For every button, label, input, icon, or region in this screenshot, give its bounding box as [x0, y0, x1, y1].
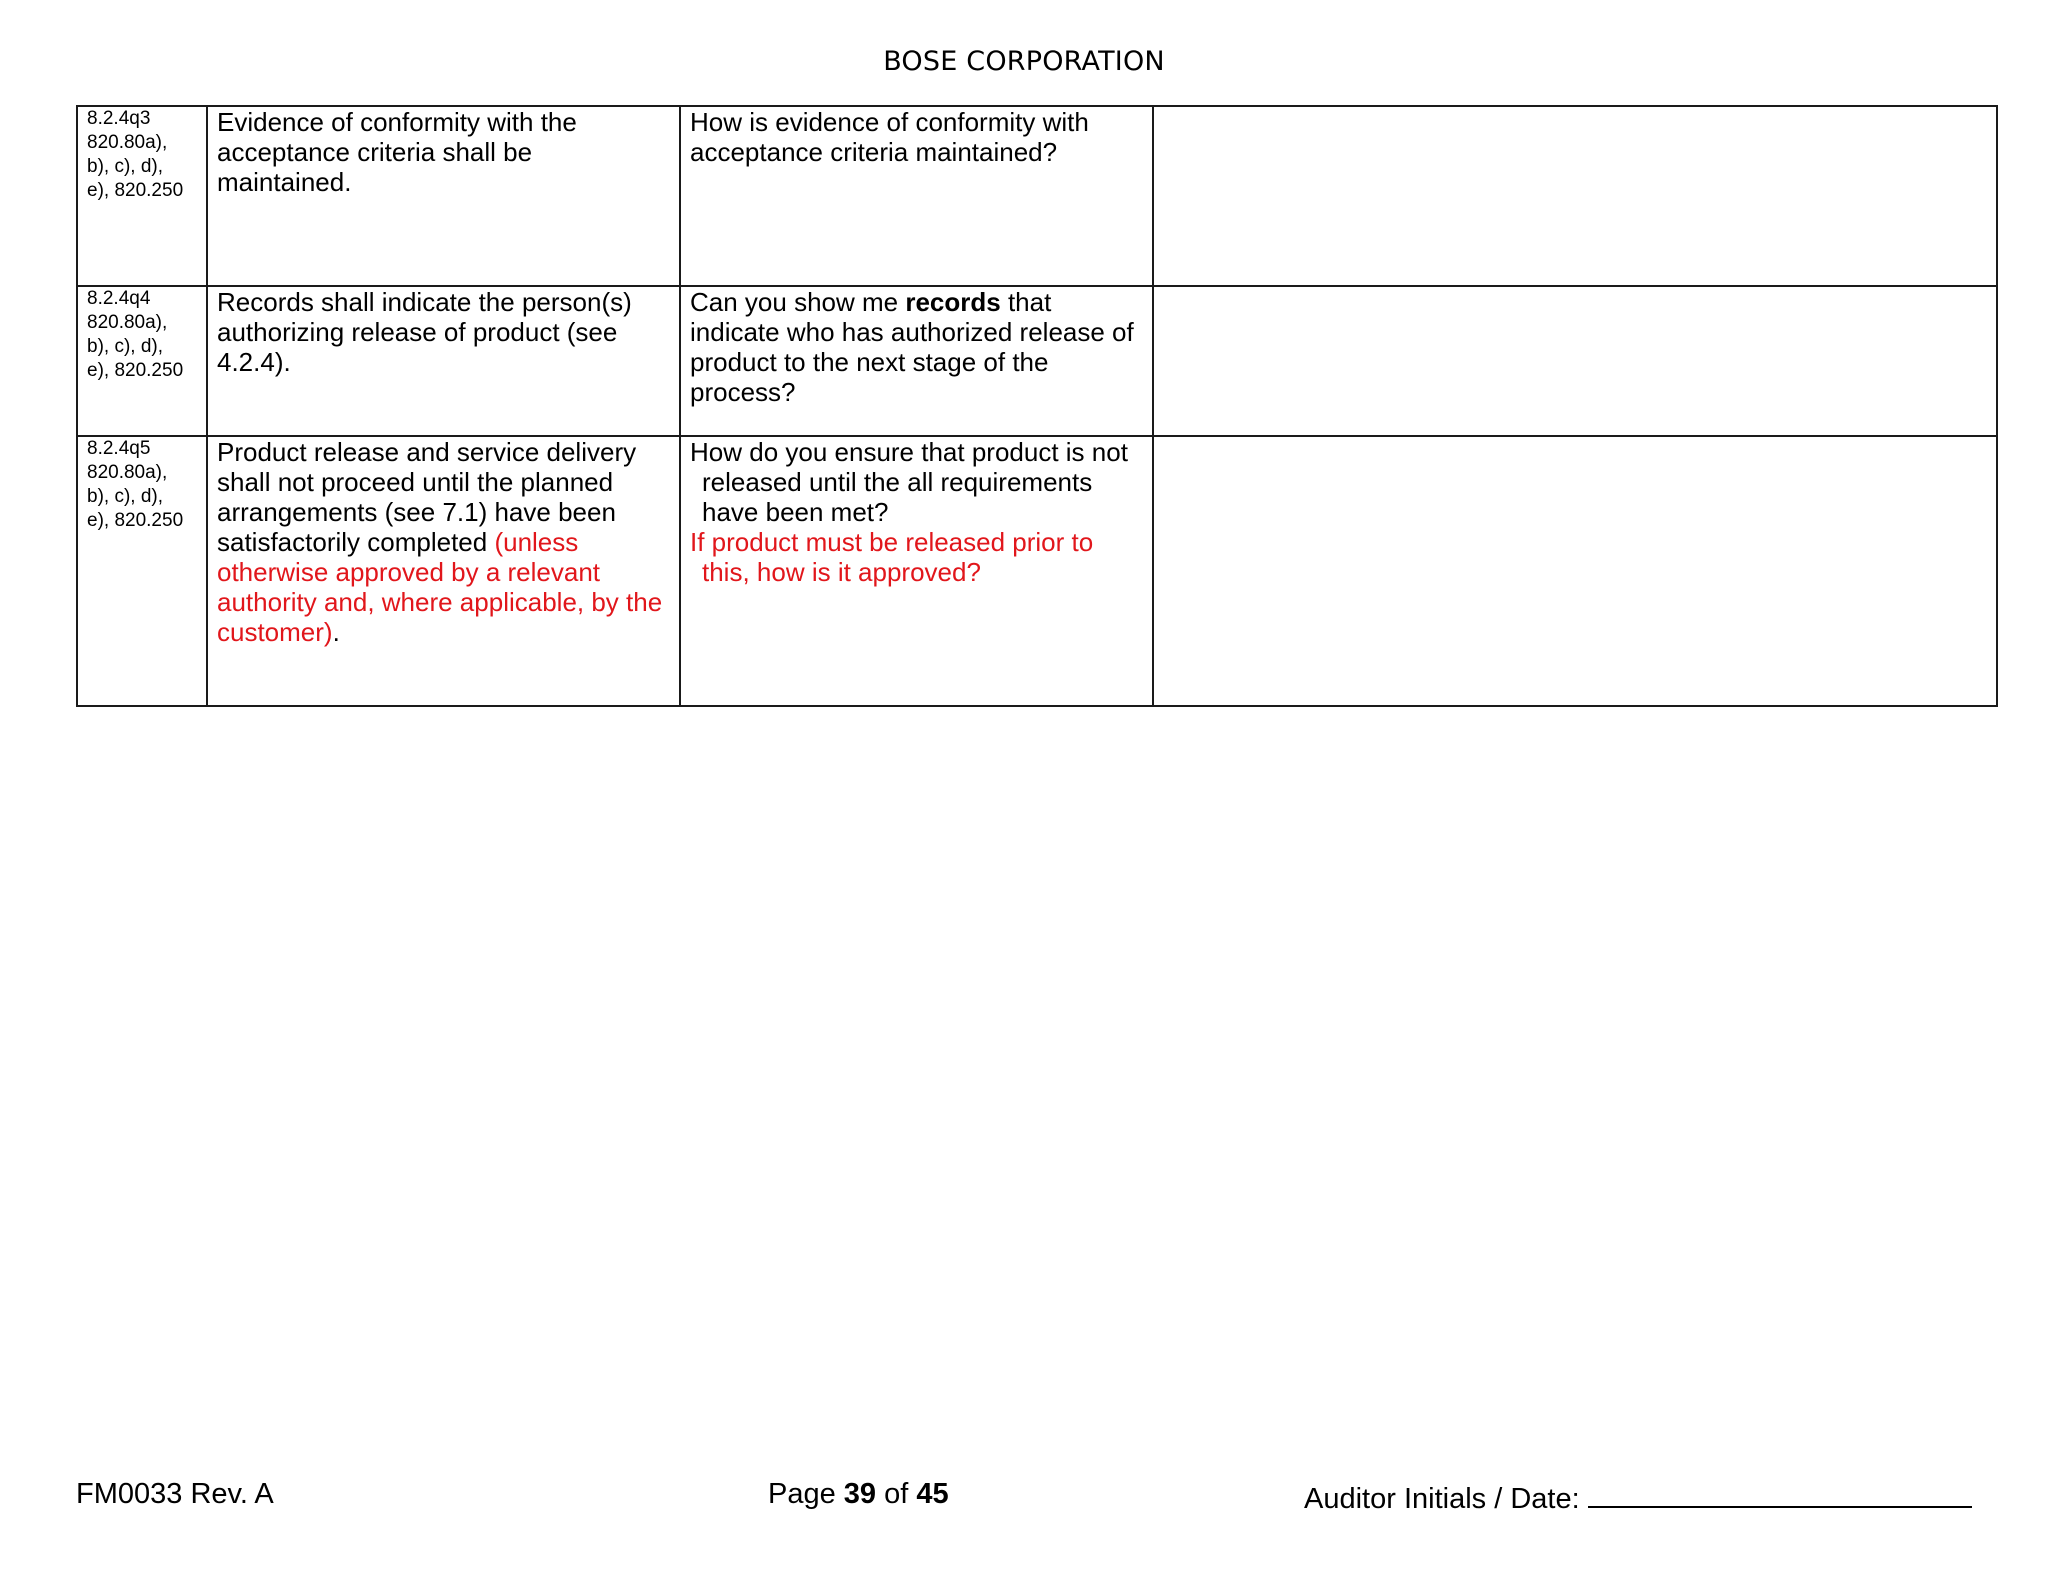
audit-checklist-table	[76, 105, 1998, 707]
reference-cell	[77, 436, 207, 706]
requirement-cell	[207, 286, 680, 436]
ref-line: 8.2.4q5	[87, 438, 151, 459]
question-line: have been met?	[702, 497, 889, 527]
question-cell	[680, 286, 1153, 436]
question-line: How do you ensure that product is not	[690, 437, 1128, 467]
page-number	[768, 1478, 949, 1511]
question-text-post: that indicate who has authorized release of product to the next stage of the process?	[690, 287, 1134, 407]
requirement-cell	[207, 436, 680, 706]
question-cell	[680, 436, 1153, 706]
reference-cell	[77, 106, 207, 286]
auditor-signoff	[1304, 1478, 1972, 1516]
notes-cell[interactable]	[1153, 286, 1997, 436]
question-line: released until the all requirements	[702, 467, 1093, 497]
table-row	[77, 436, 1997, 706]
question-text: How is evidence of conformity with acceptance criteria maintained?	[690, 107, 1089, 167]
page-of: of	[876, 1478, 917, 1510]
ref-line: b), c), d),	[87, 486, 164, 507]
notes-cell[interactable]	[1153, 436, 1997, 706]
notes-cell[interactable]	[1153, 106, 1997, 286]
ref-line: 820.80a),	[87, 132, 168, 153]
auditor-label: Auditor Initials / Date:	[1304, 1483, 1580, 1515]
ref-line: e), 820.250	[87, 360, 184, 381]
ref-line: b), c), d),	[87, 156, 164, 177]
ref-line: 8.2.4q4	[87, 288, 151, 309]
question-text-pre: Can you show me	[690, 287, 906, 317]
ref-line: 8.2.4q3	[87, 108, 151, 129]
requirement-text: Evidence of conformity with the acceptance criteria shall be maintained.	[217, 107, 577, 197]
requirement-text-red: (unless otherwise approved by a relevant authority and, where applicable, by the customer)	[217, 527, 663, 647]
reference-cell	[77, 286, 207, 436]
page-total: 45	[916, 1478, 949, 1510]
requirement-text-end: .	[332, 617, 340, 647]
page-prefix: Page	[768, 1478, 844, 1510]
question-cell	[680, 106, 1153, 286]
question-line-red: If product must be released prior to	[690, 527, 1094, 557]
table-row	[77, 286, 1997, 436]
ref-line: e), 820.250	[87, 180, 184, 201]
requirement-text: Product release and service delivery shall not proceed until the planned arrangements (see 7.1) have been satisfactorily completed	[217, 437, 637, 557]
ref-line: b), c), d),	[87, 336, 164, 357]
ref-line: e), 820.250	[87, 510, 184, 531]
page-current: 39	[843, 1478, 877, 1510]
requirement-cell	[207, 106, 680, 286]
question-line-red: this, how is it approved?	[702, 557, 981, 587]
question-text-bold: records	[905, 287, 1001, 317]
ref-line: 820.80a),	[87, 312, 168, 333]
document-header: BOSE CORPORATION	[883, 46, 1165, 77]
auditor-signature-line[interactable]	[1588, 1478, 1972, 1508]
requirement-text: Records shall indicate the person(s) authorizing release of product (see 4.2.4).	[217, 287, 632, 377]
form-number: FM0033 Rev. A	[76, 1478, 274, 1510]
ref-line: 820.80a),	[87, 462, 168, 483]
table-row	[77, 106, 1997, 286]
